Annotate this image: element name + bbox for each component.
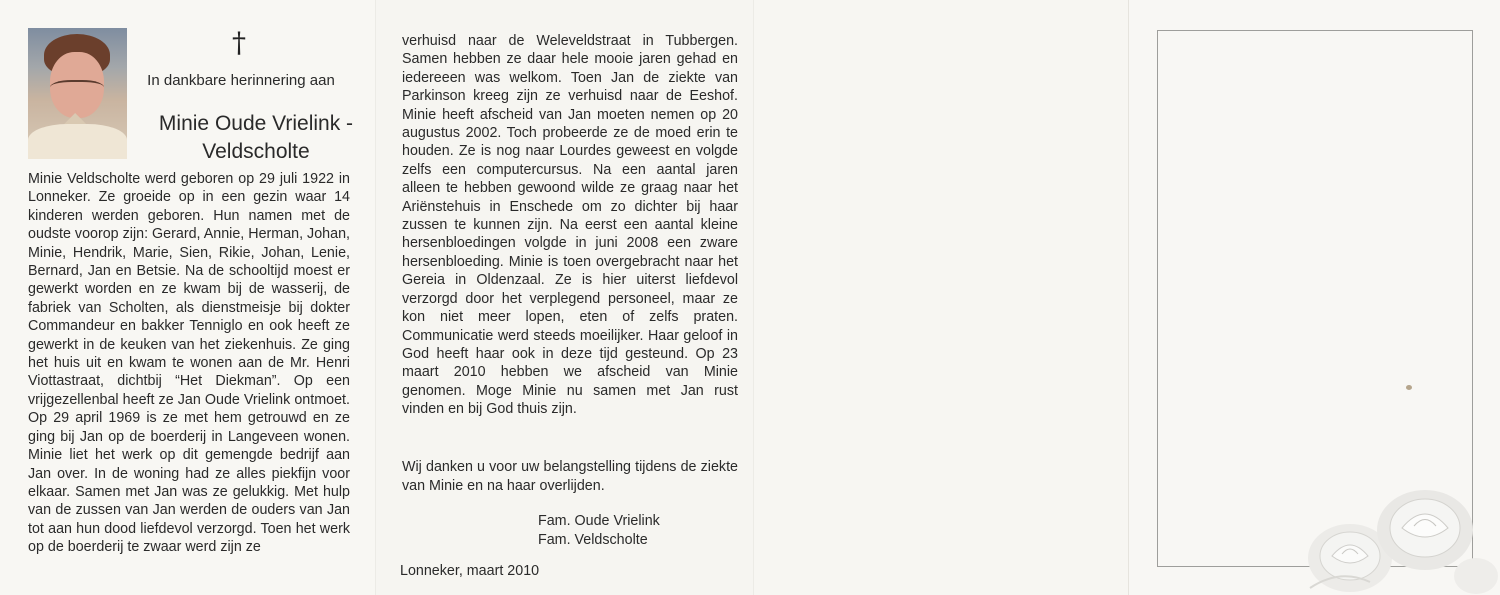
name-line-1: Minie Oude Vrielink - — [158, 112, 354, 135]
deceased-name — [131, 110, 381, 166]
place-date: Lonneker, maart 2010 — [400, 563, 540, 579]
signature — [538, 512, 660, 550]
white-roses-illustration — [1290, 478, 1500, 595]
signature-line-1: Fam. Oude Vrielink — [538, 513, 660, 529]
portrait-photo — [28, 28, 127, 159]
intro-text: In dankbare herinnering aan — [147, 72, 335, 89]
card-panel-left — [0, 0, 375, 595]
biography-part-1: Minie Veldscholte werd geboren op 29 juli 1922 in Lonneker. Ze groeide op in een gezin waar 14 kinderen werden geboren. Hun namen met de oudste voorop zijn: Gerard, Annie, Herman, Johan, Minie, Hendrik, Marie, Sien, Rikie, Johan, Lenie, Bernard, Jan en Betsie. Na de schooltijd moest er gewerkt worden en ze kwam bij de wasserij, de fabriek van Scholten, als dienstmeisje bij dokter Commandeur en bakker Tenniglo en ook heeft ze gewerkt in de keuken van het ziekenhuis. Ze ging het huis uit en kwam te wonen aan de Mr. Henri Viottastraat, dichtbij “Het Diekman”. Op een vrijgezellenbal heeft ze Jan Oude Vrielink ontmoet. Op 29 april 1969 is ze met hem getrouwd en ze ging bij Jan op de boerderij in Langeveen wonen. Minie liet het werk op dit gemengde bedrijf aan Jan over. In de woning had ze alles piekfijn voor elkaar. Samen met Jan was ze gelukkig. Met hulp van de zussen van Jan werden de ouders van Jan tot aan hun dood liefdevol verzorgd. Toen het werk op de boerderij te zwaar werd zijn ze — [28, 171, 350, 556]
signature-line-2: Fam. Veldscholte — [538, 532, 648, 548]
biography-part-2: verhuisd naar de Weleveldstraat in Tubbergen. Samen hebben ze daar hele mooie jaren gehad en iedereeen was welkom. Toen Jan de ziekte van Parkinson kreeg zijn ze verhuisd naar de Eeshof. Minie heeft afscheid van Jan moeten nemen op 20 augustus 2002. Toch probeerde ze de moed erin te houden. Ze is nog naar Lourdes geweest en volgde zelfs een computercursus. Na een aantal jaren alleen te hebben gewoond wilde ze graag naar het Ariënstehuis in Enschede om zo dichter bij haar zussen te kunnen zijn. Na eerst een aantal kleine hersenbloedingen volgde in juni 2008 een zware hersenbloeding. Minie is toen overgebracht naar het Gereia in Oldenzaal. Ze is hier uiterst liefdevol verzorgd door het verplegend personeel, maar ze kon niet meer lopen, eten of zelfs praten. Communicatie werd steeds moeilijker. Haar geloof in God heeft haar ook in deze tijd gesteund. Op 23 maart 2010 hebben we afscheid van Minie genomen. Moge Minie nu samen met Jan rust vinden en bij God thuis zijn. — [402, 33, 738, 418]
paper-speck — [1406, 385, 1412, 390]
cross-symbol: † — [232, 26, 246, 59]
name-line-2: Veldscholte — [202, 140, 310, 163]
card-panel-blank — [753, 0, 1128, 595]
thanks-text: Wij danken u voor uw belangstelling tijdens de ziekte van Minie en na haar overlijden. — [402, 459, 738, 494]
